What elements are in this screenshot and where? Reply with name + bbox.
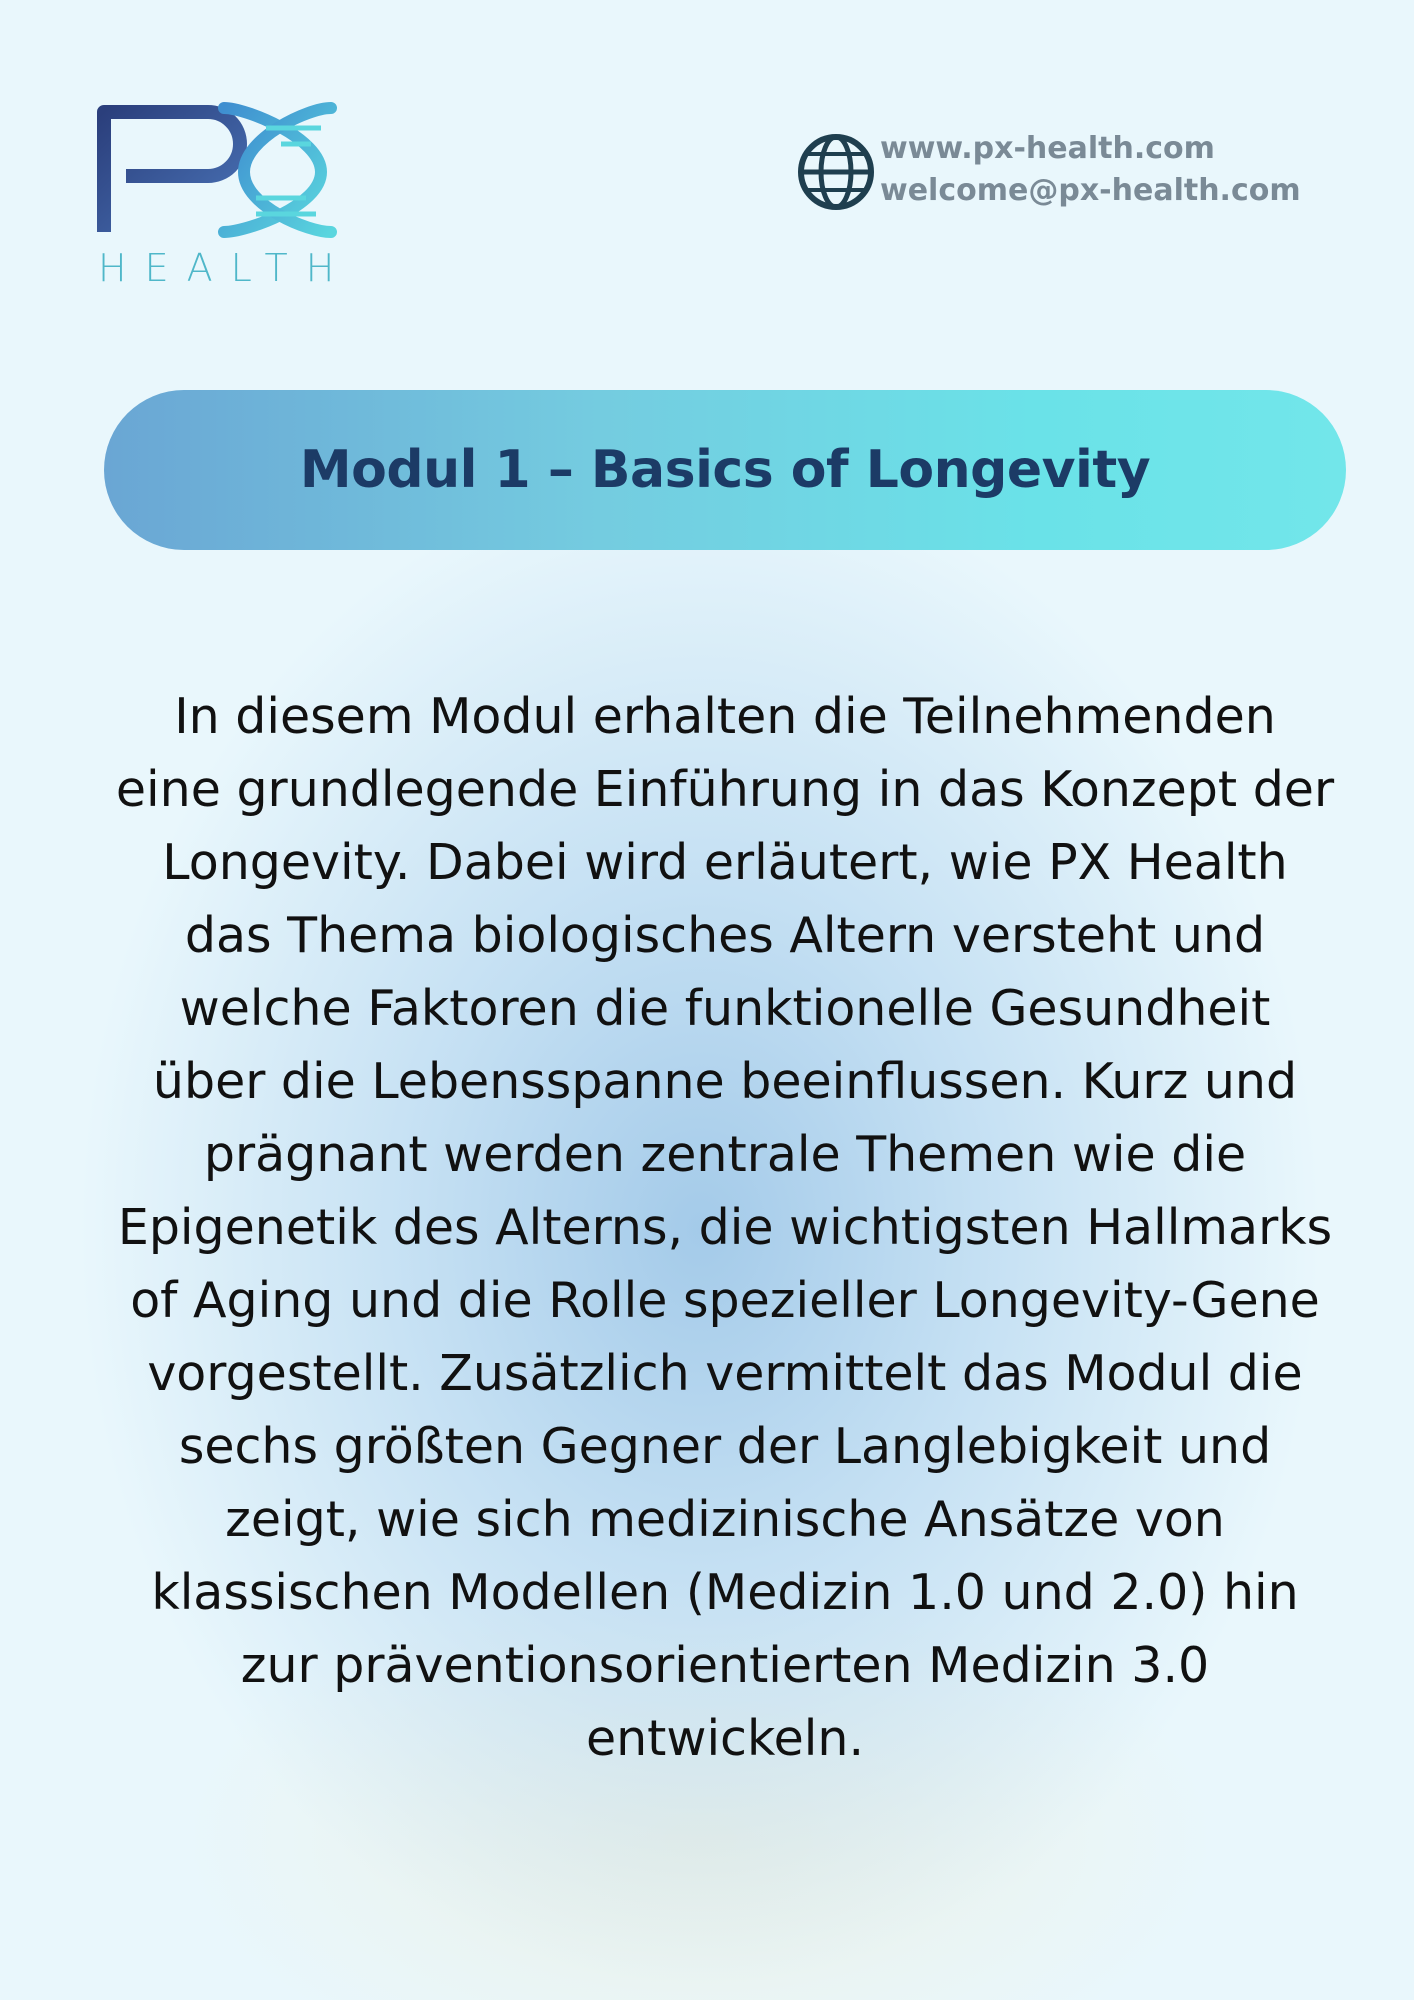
description-line: of Aging und die Rolle spezieller Longevity-Gene <box>130 1272 1320 1329</box>
description-line: das Thema biologisches Altern versteht und <box>184 907 1266 964</box>
contact-block <box>796 128 1356 208</box>
description-line: welche Faktoren die funktionelle Gesundheit <box>179 980 1271 1037</box>
description-line: Longevity. Dabei wird erläutert, wie PX Health <box>162 834 1288 891</box>
description-line: eine grundlegende Einführung in das Konzept der <box>115 761 1335 818</box>
module-description <box>100 680 1350 1775</box>
globe-icon <box>796 132 876 212</box>
description-line: sechs größten Gegner der Langlebigkeit und <box>178 1418 1272 1475</box>
description-line: In diesem Modul erhalten die Teilnehmenden <box>174 688 1276 745</box>
description-line: zeigt, wie sich medizinische Ansätze von <box>225 1491 1225 1548</box>
description-line: prägnant werden zentrale Themen wie die <box>203 1126 1247 1183</box>
description-line: Epigenetik des Alterns, die wichtigsten Hallmarks <box>117 1199 1333 1256</box>
email-link[interactable]: welcome@px-health.com <box>880 173 1301 208</box>
contact-lines <box>880 128 1301 212</box>
description-line: über die Lebensspanne beeinflussen. Kurz und <box>152 1053 1298 1110</box>
module-title-banner <box>104 390 1346 550</box>
description-line: entwickeln. <box>585 1710 865 1767</box>
description-line: zur präventionsorientierten Medizin 3.0 <box>240 1637 1210 1694</box>
description-line: klassischen Modellen (Medizin 1.0 und 2.0) hin <box>151 1564 1299 1621</box>
logo-wordmark: HEALTH <box>98 246 353 290</box>
px-dna-logo-icon <box>96 98 346 238</box>
description-line: vorgestellt. Zusätzlich vermittelt das Modul die <box>147 1345 1303 1402</box>
px-health-logo <box>96 98 353 298</box>
website-link[interactable]: www.px-health.com <box>880 131 1215 166</box>
module-title: Modul 1 – Basics of Longevity <box>299 440 1151 500</box>
